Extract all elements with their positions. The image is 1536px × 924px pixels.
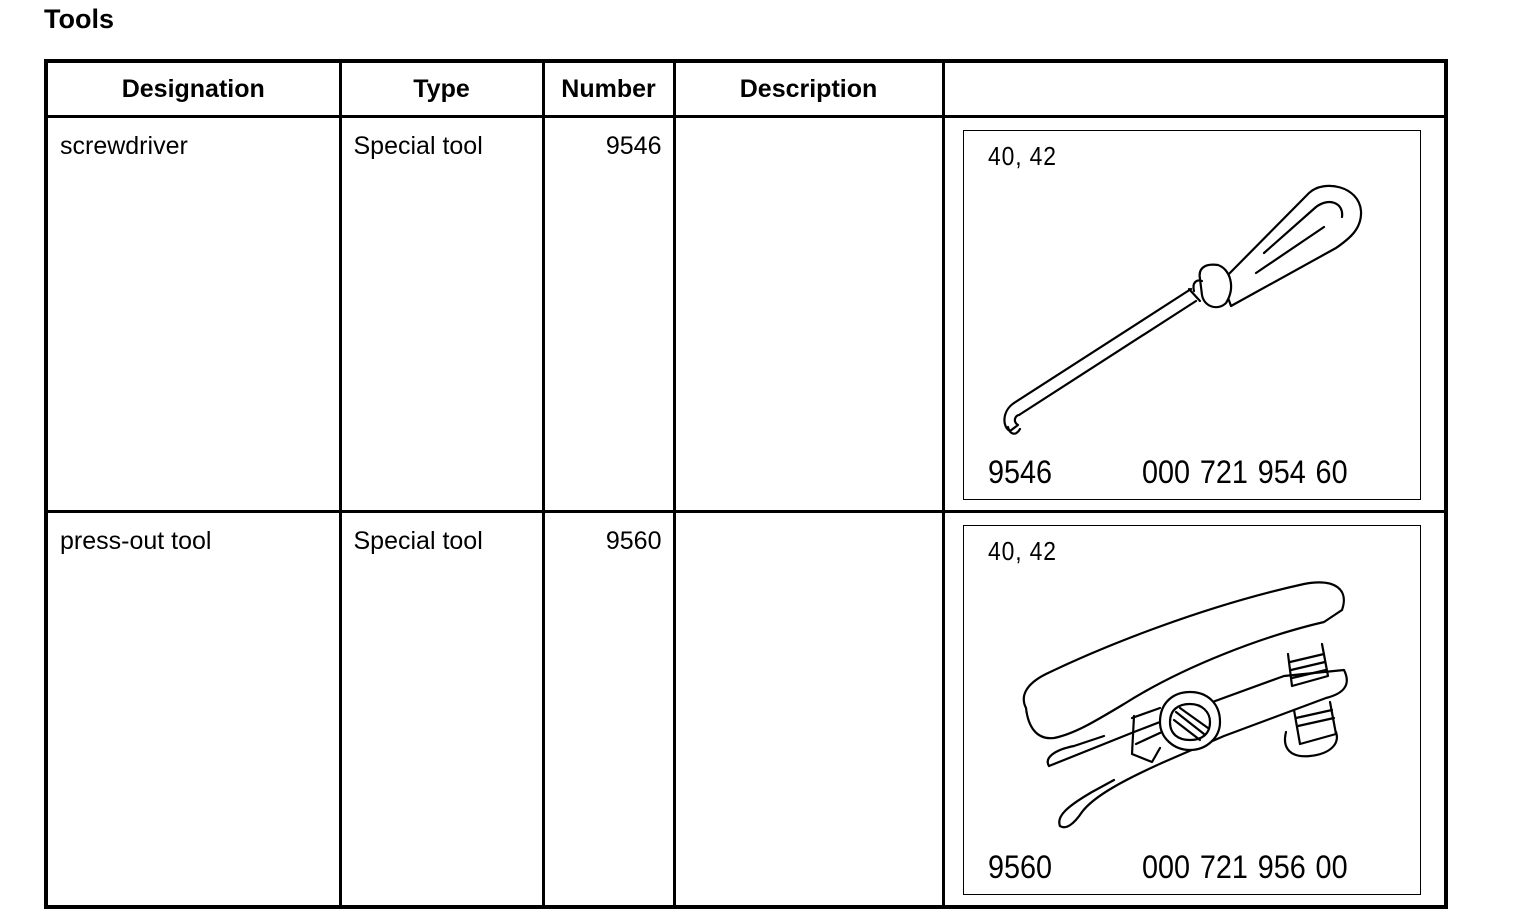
type-text: Special tool: [353, 132, 483, 160]
description-cell: [674, 117, 943, 512]
header-type: Type: [340, 61, 543, 117]
page-title: Tools: [44, 4, 114, 34]
figure-part-number: 000 721 956 00: [1141, 849, 1348, 886]
designation-text: press-out tool: [60, 527, 212, 556]
figure-cell: [943, 117, 1446, 512]
figure-part-number: 000 721 954 60: [1141, 454, 1348, 490]
figure-cell: [943, 512, 1446, 907]
figure-tool-number: 9546: [987, 454, 1052, 490]
tool-figure: [963, 130, 1421, 500]
tools-table: [44, 59, 1448, 909]
table-row: [46, 512, 1446, 907]
table-row: [46, 117, 1446, 512]
screwdriver-drawing-icon: [964, 131, 1422, 501]
description-text: [676, 118, 942, 132]
designation-text: screwdriver: [60, 132, 188, 160]
description-text: [676, 513, 942, 527]
description-cell: [674, 512, 943, 907]
figure-reference: 40, 42: [987, 141, 1057, 171]
tool-figure: [963, 525, 1421, 895]
figure-reference: 40, 42: [987, 536, 1057, 567]
designation-cell: [46, 512, 340, 907]
designation-cell: [46, 117, 340, 512]
figure-tool-number: 9560: [987, 849, 1052, 886]
number-text: 9546: [605, 132, 662, 160]
header-number: Number: [543, 61, 674, 117]
number-cell: [543, 117, 674, 512]
press-out-tool-drawing-icon: [964, 526, 1422, 896]
table-header-row: [46, 61, 1446, 117]
type-cell: [340, 117, 543, 512]
header-designation: Designation: [46, 61, 340, 117]
number-cell: [543, 512, 674, 907]
header-figure: [943, 61, 1446, 117]
number-text: 9560: [605, 527, 662, 556]
header-description: Description: [674, 61, 943, 117]
type-text: Special tool: [353, 527, 483, 556]
type-cell: [340, 512, 543, 907]
